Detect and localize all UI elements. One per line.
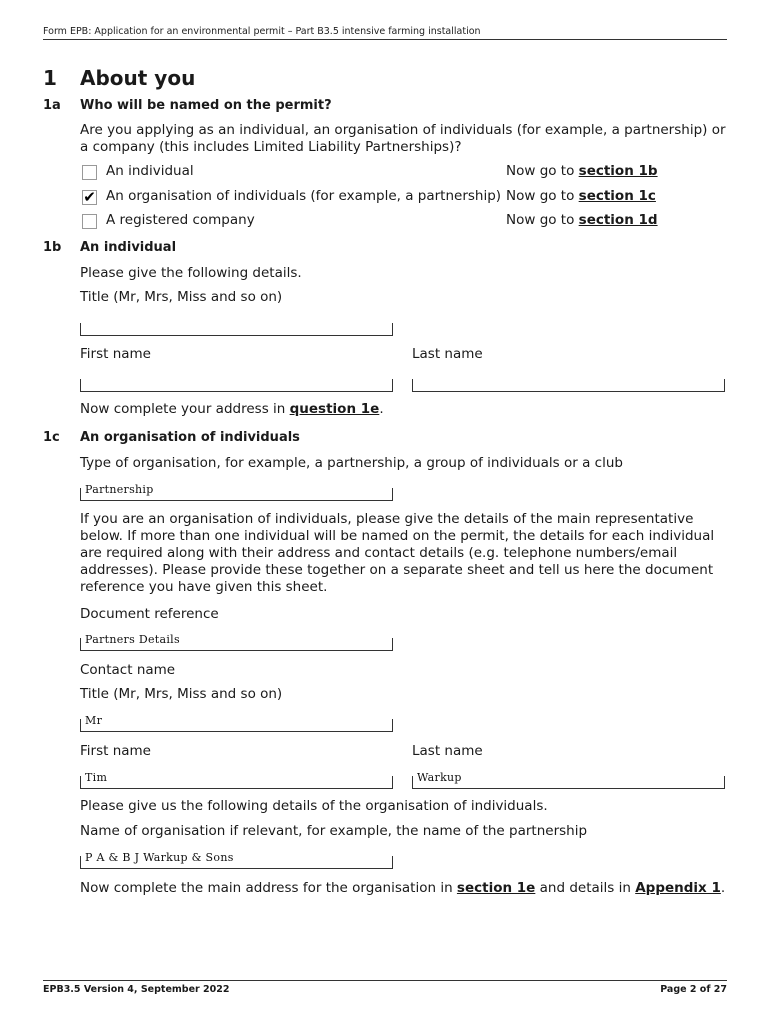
question-1a-title: Who will be named on the permit? bbox=[80, 98, 332, 113]
contact-title-label: Title (Mr, Mrs, Miss and so on) bbox=[80, 686, 283, 702]
question-1b-number: 1b bbox=[43, 240, 62, 255]
question-1b-title: An individual bbox=[80, 240, 177, 255]
individual-last-name-label: Last name bbox=[412, 346, 483, 362]
org-complete-address-text: Now complete the main address for the organisation in section 1e and details in Appendix 1. bbox=[80, 880, 726, 896]
option-label-organisation: An organisation of individuals (for example, a partnership) bbox=[106, 188, 502, 204]
goto-section-1b: Now go to section 1b bbox=[506, 163, 658, 179]
question-1a-text: Are you applying as an individual, an organisation of individuals (for example, a partnership) or a company (this includes Limited Liability Partnerships)? bbox=[80, 122, 726, 155]
link-section-1e[interactable]: section 1e bbox=[456, 880, 536, 896]
individual-last-name-field[interactable] bbox=[412, 379, 725, 392]
option-label-company: A registered company bbox=[106, 212, 255, 228]
individual-title-field[interactable] bbox=[80, 323, 393, 336]
org-type-field[interactable]: Partnership bbox=[80, 488, 393, 501]
footer-divider bbox=[43, 980, 727, 981]
individual-first-name-field[interactable] bbox=[80, 379, 393, 392]
org-name-field[interactable]: P A & B J Warkup & Sons bbox=[80, 856, 393, 869]
goto-section-1c: Now go to section 1c bbox=[506, 188, 656, 204]
footer-version: EPB3.5 Version 4, September 2022 bbox=[43, 984, 230, 995]
checkmark-icon: ✔ bbox=[83, 188, 96, 206]
contact-title-field[interactable]: Mr bbox=[80, 719, 393, 732]
header-divider bbox=[43, 39, 727, 40]
goto-section-1d: Now go to section 1d bbox=[506, 212, 658, 228]
doc-ref-label: Document reference bbox=[80, 606, 219, 622]
org-details-intro: Please give us the following details of the organisation of individuals. bbox=[80, 798, 548, 814]
checkbox-organisation[interactable] bbox=[82, 190, 97, 205]
individual-title-label: Title (Mr, Mrs, Miss and so on) bbox=[80, 289, 283, 305]
link-section-1d[interactable]: section 1d bbox=[578, 212, 658, 228]
question-1a-number: 1a bbox=[43, 98, 61, 113]
section-number: 1 bbox=[43, 66, 57, 90]
question-1c-title: An organisation of individuals bbox=[80, 430, 300, 445]
link-question-1e[interactable]: question 1e bbox=[289, 401, 380, 417]
contact-last-name-label: Last name bbox=[412, 743, 483, 759]
representative-paragraph: If you are an organisation of individuals, please give the details of the main representative below. If more than one individual will be named on the permit, the details for each individual are required along with their address and contact details (e.g. telephone numbers/email addresses). Please provide these together on a separate sheet and tell us here the document reference you have given this sheet. bbox=[80, 511, 715, 595]
section-title: About you bbox=[80, 66, 196, 90]
option-label-individual: An individual bbox=[106, 163, 194, 179]
question-1c-number: 1c bbox=[43, 430, 60, 445]
contact-last-name-field[interactable]: Warkup bbox=[412, 776, 725, 789]
doc-ref-field[interactable]: Partners Details bbox=[80, 638, 393, 651]
org-type-label: Type of organisation, for example, a partnership, a group of individuals or a club bbox=[80, 455, 623, 471]
org-name-label: Name of organisation if relevant, for example, the name of the partnership bbox=[80, 823, 588, 839]
footer-page-number: Page 2 of 27 bbox=[660, 984, 727, 995]
checkbox-individual[interactable] bbox=[82, 165, 97, 180]
contact-first-name-label: First name bbox=[80, 743, 151, 759]
link-section-1b[interactable]: section 1b bbox=[578, 163, 658, 179]
question-1b-intro: Please give the following details. bbox=[80, 265, 302, 281]
individual-complete-address-text: Now complete your address in question 1e. bbox=[80, 401, 384, 417]
contact-name-label: Contact name bbox=[80, 662, 176, 678]
form-header-title: Form EPB: Application for an environmental permit – Part B3.5 intensive farming installation bbox=[43, 26, 481, 37]
checkbox-company[interactable] bbox=[82, 214, 97, 229]
link-appendix-1[interactable]: Appendix 1 bbox=[635, 880, 721, 896]
link-section-1c[interactable]: section 1c bbox=[578, 188, 656, 204]
contact-first-name-field[interactable]: Tim bbox=[80, 776, 393, 789]
individual-first-name-label: First name bbox=[80, 346, 151, 362]
